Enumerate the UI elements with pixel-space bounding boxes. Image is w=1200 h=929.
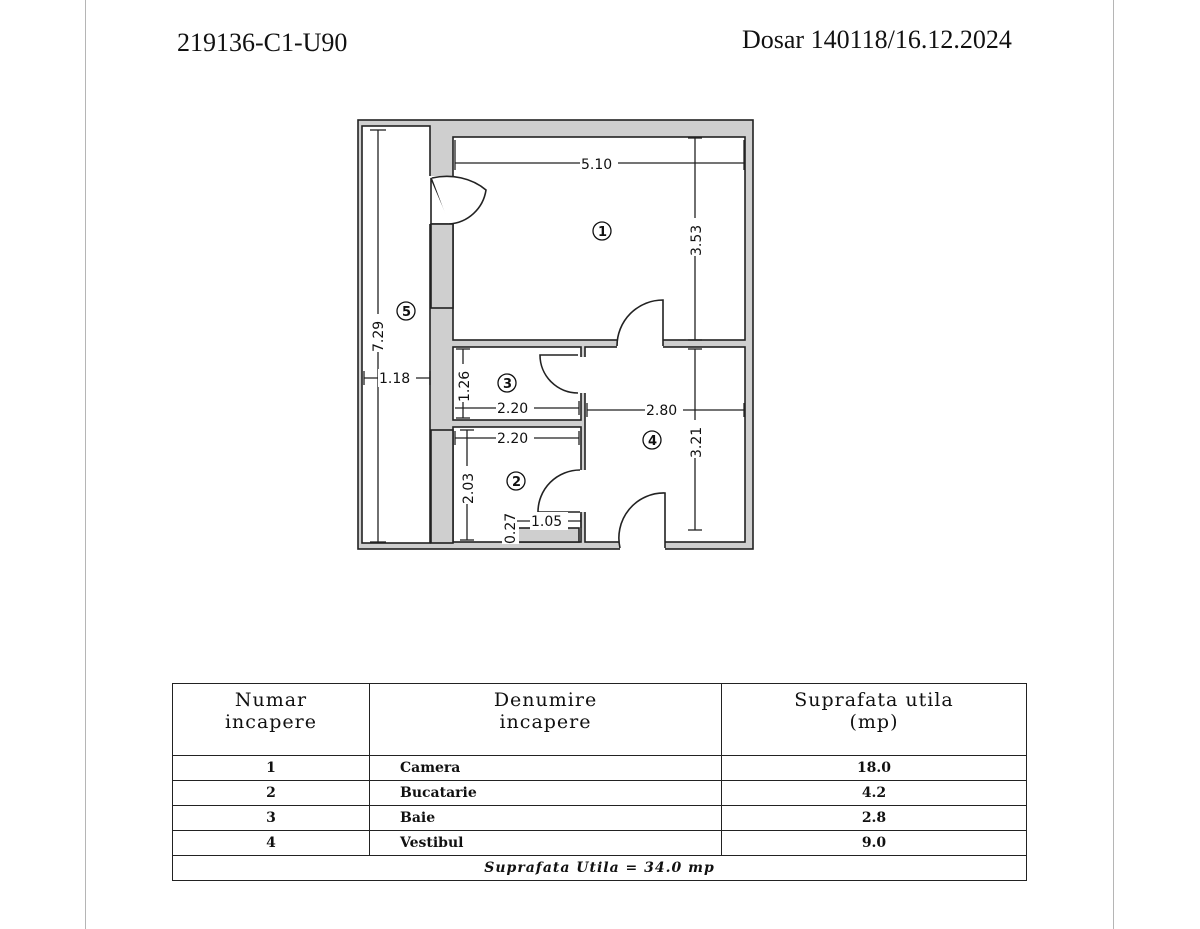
- room-label-4: [643, 431, 661, 449]
- dim-room1-height: 3.53: [689, 224, 705, 256]
- svg-text:3: 3: [503, 377, 513, 392]
- room-label-5: [397, 302, 415, 320]
- svg-text:5: 5: [402, 305, 412, 320]
- dim-hall-width: 2.80: [646, 403, 678, 419]
- dim-kitchen-small: 0.27: [503, 512, 519, 544]
- table-header-row: [173, 684, 1027, 756]
- room-label-1: [593, 222, 611, 240]
- dim-kitchen-height: 2.03: [461, 472, 477, 504]
- dossier-number: Dosar 140118/16.12.2024: [742, 25, 1012, 54]
- dim-corridor-length: 7.29: [371, 320, 387, 352]
- svg-text:2: 2: [512, 475, 522, 490]
- room-label-2: [507, 472, 525, 490]
- svg-text:1: 1: [598, 225, 608, 240]
- table-row: 1 Camera 18.0: [173, 756, 1027, 781]
- dim-bath-height: 1.26: [457, 370, 473, 402]
- total-usable-area: Suprafata Utila = 34.0 mp: [173, 856, 1027, 881]
- dim-corridor-width: 1.18: [379, 371, 411, 387]
- area-table: [172, 683, 1027, 881]
- table-row: 2 Bucatarie 4.2: [173, 781, 1027, 806]
- room-label-3: [498, 374, 516, 392]
- total-row: [173, 856, 1027, 881]
- dim-room1-width: 5.10: [581, 157, 613, 173]
- header-room-number: Numar incapere: [173, 684, 370, 756]
- dim-bath-width: 2.20: [497, 401, 529, 417]
- dim-kitchen-width: 2.20: [497, 431, 529, 447]
- dim-hall-height: 3.21: [689, 426, 705, 458]
- header-room-name: Denumire incapere: [370, 684, 722, 756]
- header-usable-area: Suprafata utila (mp): [722, 684, 1027, 756]
- dim-kitchen-door: 1.05: [531, 514, 563, 530]
- table-row: 4 Vestibul 9.0: [173, 831, 1027, 856]
- table-row: 3 Baie 2.8: [173, 806, 1027, 831]
- svg-text:4: 4: [648, 434, 658, 449]
- cadastral-id: 219136-C1-U90: [177, 28, 348, 57]
